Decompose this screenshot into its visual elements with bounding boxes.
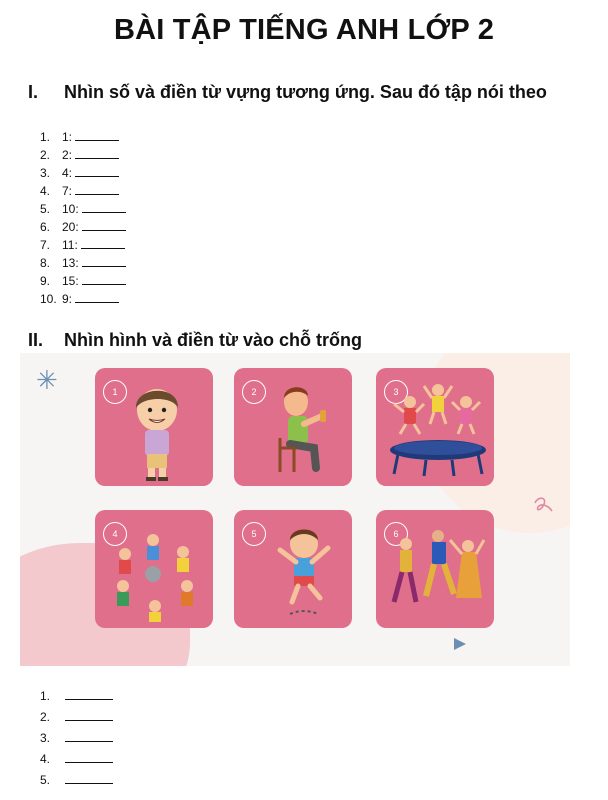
item-number: 6. bbox=[40, 220, 51, 234]
item-label: 1: bbox=[62, 130, 73, 144]
list-item bbox=[40, 128, 126, 146]
boy-singing-image bbox=[234, 368, 352, 486]
item-label: 4: bbox=[62, 166, 73, 180]
item-label: 15: bbox=[62, 274, 79, 288]
answer-blank[interactable] bbox=[75, 290, 119, 303]
list-item bbox=[40, 749, 113, 770]
card-number: 3 bbox=[384, 380, 408, 404]
answer-blank[interactable] bbox=[82, 218, 126, 231]
item-number: 3. bbox=[40, 166, 51, 180]
answer-blank[interactable] bbox=[65, 729, 113, 742]
item-number: 2. bbox=[40, 710, 51, 724]
answer-blank[interactable] bbox=[82, 254, 126, 267]
item-number: 9. bbox=[40, 274, 51, 288]
item-number: 1. bbox=[40, 689, 51, 703]
list-item bbox=[40, 200, 126, 218]
answer-blank[interactable] bbox=[81, 236, 125, 249]
item-label: 2: bbox=[62, 148, 73, 162]
section-1-title: Nhìn số và điền từ vựng tương ứng. Sau đó tập nói theo bbox=[64, 82, 547, 102]
list-item bbox=[40, 770, 113, 791]
item-label: 9: bbox=[62, 292, 73, 306]
list-item bbox=[40, 254, 126, 272]
section-2-number: II. bbox=[28, 330, 44, 350]
squiggle-icon bbox=[532, 495, 554, 515]
picture-card-6 bbox=[376, 510, 494, 628]
list-item bbox=[40, 182, 126, 200]
answer-blank[interactable] bbox=[65, 708, 113, 721]
answer-blank[interactable] bbox=[65, 687, 113, 700]
list-item bbox=[40, 290, 126, 308]
list-item bbox=[40, 272, 126, 290]
item-number: 3. bbox=[40, 731, 51, 745]
section-1-list bbox=[40, 128, 126, 308]
asterisk-icon: ✳ bbox=[36, 365, 58, 395]
section-1-heading bbox=[28, 80, 588, 130]
picture-card-2 bbox=[234, 368, 352, 486]
item-number: 8. bbox=[40, 256, 51, 270]
card-number: 2 bbox=[242, 380, 266, 404]
item-number: 5. bbox=[40, 202, 51, 216]
list-item bbox=[40, 218, 126, 236]
section-2-title: Nhìn hình và điền từ vào chỗ trống bbox=[64, 330, 363, 350]
page-title: BÀI TẬP TIẾNG ANH LỚP 2 bbox=[113, 14, 495, 46]
kids-trampoline-image bbox=[376, 368, 494, 486]
list-item bbox=[40, 236, 126, 254]
item-number: 2. bbox=[40, 148, 51, 162]
kids-dancing-circle-image bbox=[95, 510, 213, 628]
picture-card-3 bbox=[376, 368, 494, 486]
answer-blank[interactable] bbox=[65, 750, 113, 763]
item-label: 7: bbox=[62, 184, 73, 198]
item-number: 4. bbox=[40, 752, 51, 766]
card-number: 1 bbox=[103, 380, 127, 404]
item-label: 13: bbox=[62, 256, 79, 270]
section-2-list bbox=[40, 686, 113, 791]
card-number: 6 bbox=[384, 522, 408, 546]
list-item bbox=[40, 707, 113, 728]
list-item bbox=[40, 164, 126, 182]
answer-blank[interactable] bbox=[82, 200, 126, 213]
people-dancing-image bbox=[376, 510, 494, 628]
section-2-heading bbox=[28, 328, 588, 352]
answer-blank[interactable] bbox=[75, 182, 119, 195]
item-label: 20: bbox=[62, 220, 79, 234]
picture-card-5 bbox=[234, 510, 352, 628]
list-item bbox=[40, 686, 113, 707]
answer-blank[interactable] bbox=[75, 128, 119, 141]
picture-card-4 bbox=[95, 510, 213, 628]
item-number: 10. bbox=[40, 292, 57, 306]
list-item bbox=[40, 728, 113, 749]
picture-panel bbox=[20, 353, 570, 666]
answer-blank[interactable] bbox=[82, 272, 126, 285]
item-label: 10: bbox=[62, 202, 79, 216]
list-item bbox=[40, 146, 126, 164]
boy-jumping-image bbox=[234, 510, 352, 628]
answer-blank[interactable] bbox=[65, 771, 113, 784]
item-label: 11: bbox=[62, 238, 78, 252]
item-number: 1. bbox=[40, 130, 51, 144]
item-number: 7. bbox=[40, 238, 51, 252]
answer-blank[interactable] bbox=[75, 146, 119, 159]
section-1-number: I. bbox=[28, 82, 39, 102]
picture-card-1 bbox=[95, 368, 213, 486]
item-number: 5. bbox=[40, 773, 51, 787]
answer-blank[interactable] bbox=[75, 164, 119, 177]
card-number: 5 bbox=[242, 522, 266, 546]
boy-smiling-image bbox=[95, 368, 213, 486]
item-number: 4. bbox=[40, 184, 51, 198]
card-number: 4 bbox=[103, 522, 127, 546]
triangle-icon bbox=[454, 638, 466, 650]
